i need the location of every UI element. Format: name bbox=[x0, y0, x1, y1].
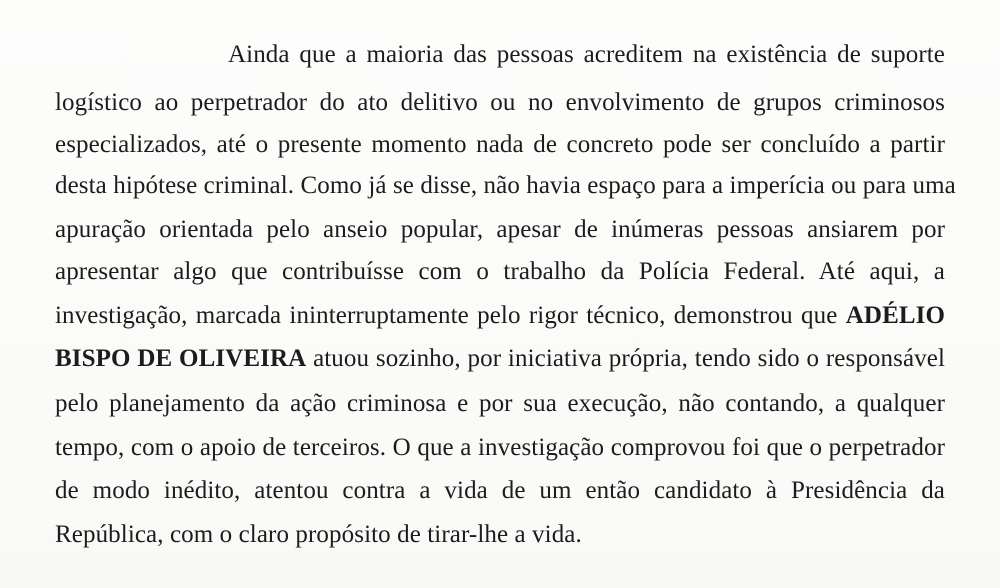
paragraph-line-2: logístico ao perpetrador do ato delitivo ou no envolvimento de grupos criminosos bbox=[55, 89, 945, 116]
line-7-text: investigação, marcada ininterruptamente pelo rigor técnico, demonstrou que bbox=[55, 302, 838, 329]
paragraph-line-6: apresentar algo que contribuísse com o trabalho da Polícia Federal. Até aqui, a bbox=[55, 258, 945, 285]
line-7-bold-name: ADÉLIO bbox=[845, 302, 945, 329]
paragraph-line-12: República, com o claro propósito de tirar-lhe a vida. bbox=[55, 521, 582, 548]
paragraph-line-3: especializados, até o presente momento nada de concreto pode ser concluído a partir bbox=[55, 131, 945, 158]
line-8-text: atuou sozinho, por iniciativa própria, tendo sido o responsável bbox=[313, 345, 945, 372]
paragraph-line-5: apuração orientada pelo anseio popular, apesar de inúmeras pessoas ansiarem por bbox=[55, 216, 945, 243]
paragraph-line-8 bbox=[55, 344, 945, 374]
paragraph-line-11: de modo inédito, atentou contra a vida de um então candidato à Presidência da bbox=[55, 477, 945, 504]
paragraph-line-7 bbox=[55, 301, 945, 331]
paragraph-line-1: Ainda que a maioria das pessoas acreditem na existência de suporte bbox=[228, 41, 945, 68]
paragraph-line-9: pelo planejamento da ação criminosa e por sua execução, não contando, a qualquer bbox=[55, 390, 945, 417]
paragraph-line-10: tempo, com o apoio de terceiros. O que a investigação comprovou foi que o perpetrador bbox=[55, 434, 945, 461]
paragraph-line-4: desta hipótese criminal. Como já se disse, não havia espaço para a imperícia ou para uma bbox=[55, 172, 956, 199]
line-8-bold-name: BISPO DE OLIVEIRA bbox=[55, 345, 307, 372]
